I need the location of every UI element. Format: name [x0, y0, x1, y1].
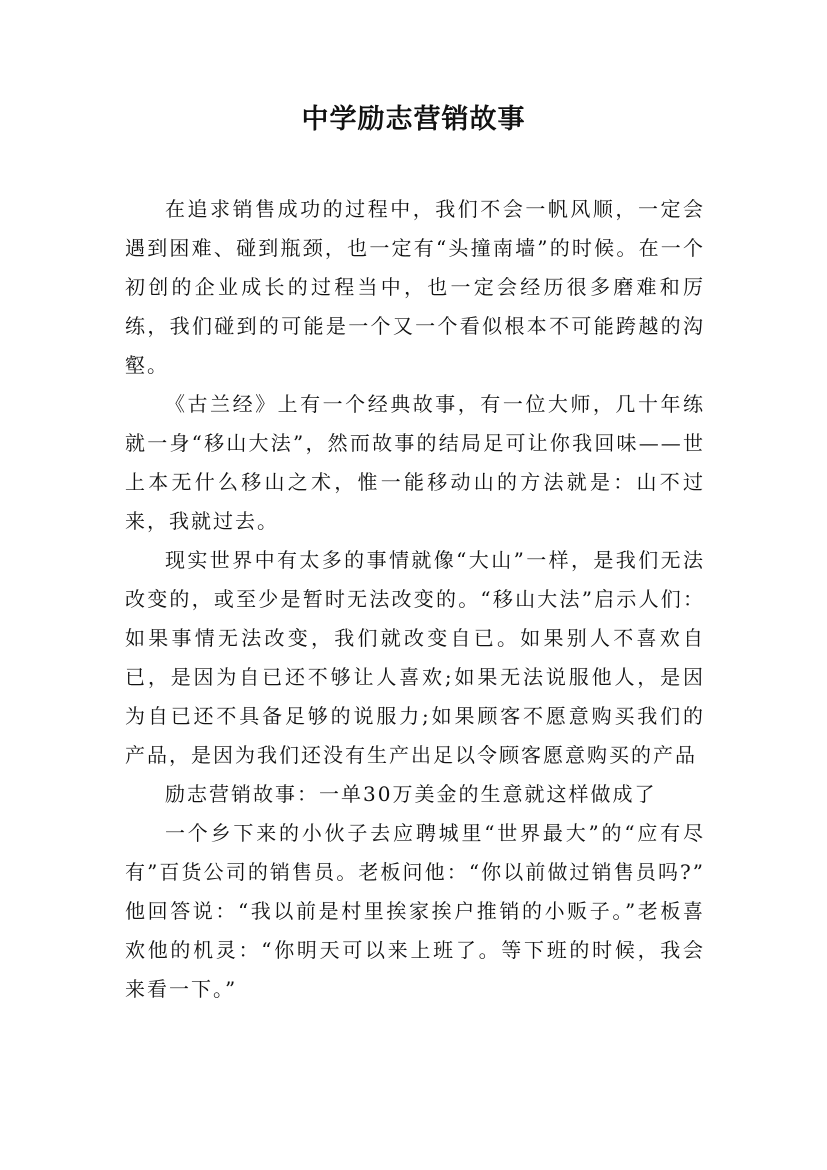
document-body: [125, 190, 705, 1009]
paragraph-5: 一个乡下来的小伙子去应聘城里“世界最大”的“应有尽有”百货公司的销售员。老板问他：“你以前做过销售员吗?” 他回答说：“我以前是村里挨家挨户推销的小贩子。”老板喜欢他的机灵：“你明天可以来上班了。等下班的时候，我会来看一下。”: [125, 821, 705, 1001]
paragraph-4-heading: 励志营销故事：一单30万美金的生意就这样做成了: [165, 782, 657, 806]
paragraph-2: 《古兰经》上有一个经典故事，有一位大师，几十年练就一身“移山大法”，然而故事的结局足可让你我回味——世上本无什么移山之术，惟一能移动山的方法就是：山不过来，我就过去。: [125, 392, 705, 533]
document-title: 中学励志营销故事: [301, 104, 526, 135]
paragraph-1: 在追求销售成功的过程中，我们不会一帆风顺，一定会遇到困难、碰到瓶颈，也一定有“头撞南墙”的时候。在一个初创的企业成长的过程当中，也一定会经历很多磨难和厉练，我们碰到的可能是一个又一个看似根本不可能跨越的沟壑。: [125, 197, 705, 377]
paragraph-3: 现实世界中有太多的事情就像“大山”一样，是我们无法改变的，或至少是暂时无法改变的。“移山大法”启示人们：如果事情无法改变，我们就改变自已。如果别人不喜欢自已，是因为自已还不够让人喜欢;如果无法说服他人，是因为自已还不具备足够的说服力;如果顾客不愿意购买我们的产品，是因为我们还没有生产出足以令顾客愿意购买的产品: [125, 548, 705, 767]
